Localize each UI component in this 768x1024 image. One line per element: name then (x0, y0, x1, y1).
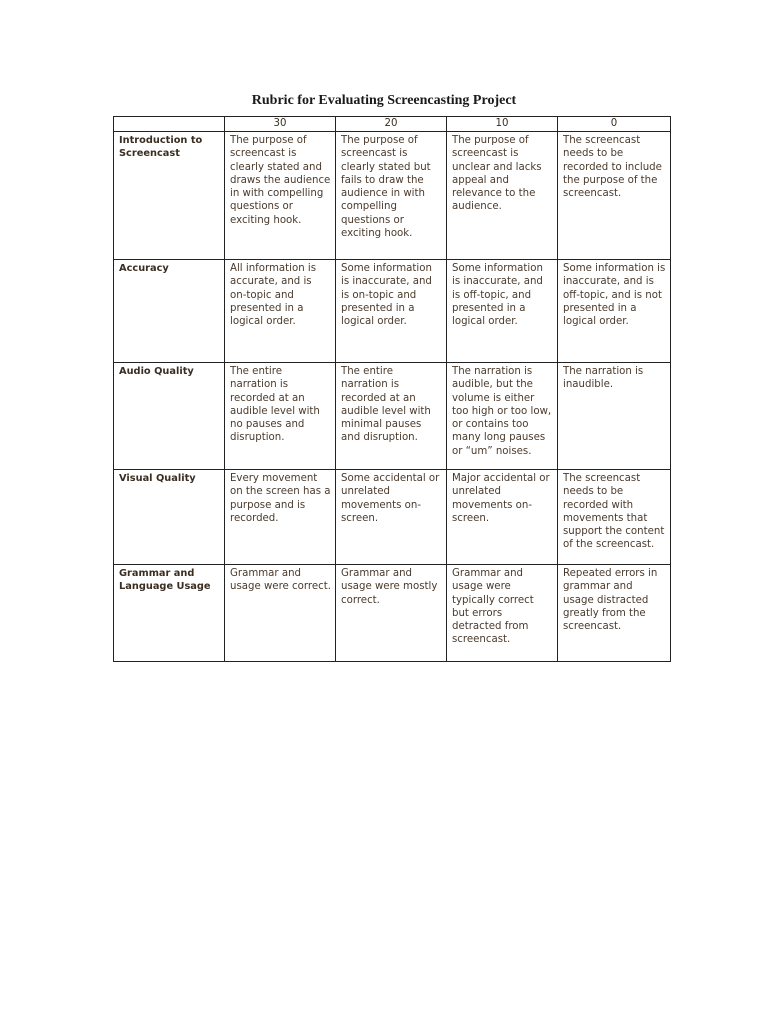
rubric-cell: Some information is inaccurate, and is off-topic, and is not presented in a logical order. (558, 260, 671, 363)
rubric-cell: Some accidental or unrelated movements on-screen. (336, 470, 447, 565)
rubric-row-audio-quality (114, 363, 671, 470)
rubric-cell: Grammar and usage were typically correct but errors detracted from screencast. (447, 565, 558, 662)
rubric-cell: The purpose of screencast is unclear and lacks appeal and relevance to the audience. (447, 132, 558, 260)
rubric-cell: The purpose of screencast is clearly stated and draws the audience in with compelling questions or exciting hook. (225, 132, 336, 260)
rubric-cell: The screencast needs to be recorded to include the purpose of the screencast. (558, 132, 671, 260)
rubric-table (113, 116, 671, 662)
rubric-cell: The narration is audible, but the volume is either too high or too low, or contains too many long pauses or “um” noises. (447, 363, 558, 470)
rubric-row-visual-quality (114, 470, 671, 565)
criterion-label: Introduction to Screencast (114, 132, 225, 260)
rubric-cell: Grammar and usage were mostly correct. (336, 565, 447, 662)
score-header-row (114, 117, 671, 132)
rubric-cell: Some information is inaccurate, and is off-topic, and presented in a logical order. (447, 260, 558, 363)
document-title: Rubric for Evaluating Screencasting Project (251, 93, 517, 108)
header-corner-cell (114, 117, 225, 132)
rubric-row-introduction (114, 132, 671, 260)
rubric-cell: The entire narration is recorded at an audible level with no pauses and disruption. (225, 363, 336, 470)
criterion-label: Visual Quality (114, 470, 225, 565)
rubric-cell: Grammar and usage were correct. (225, 565, 336, 662)
criterion-label: Grammar and Language Usage (114, 565, 225, 662)
rubric-row-grammar (114, 565, 671, 662)
score-header-0: 0 (558, 117, 671, 132)
score-header-30: 30 (225, 117, 336, 132)
rubric-cell: The purpose of screencast is clearly stated but fails to draw the audience in with compelling questions or exciting hook. (336, 132, 447, 260)
score-header-20: 20 (336, 117, 447, 132)
rubric-cell: Repeated errors in grammar and usage distracted greatly from the screencast. (558, 565, 671, 662)
rubric-row-accuracy (114, 260, 671, 363)
rubric-cell: The entire narration is recorded at an audible level with minimal pauses and disruption. (336, 363, 447, 470)
criterion-label: Accuracy (114, 260, 225, 363)
rubric-cell: Some information is inaccurate, and is on-topic and presented in a logical order. (336, 260, 447, 363)
rubric-cell: All information is accurate, and is on-topic and presented in a logical order. (225, 260, 336, 363)
score-header-10: 10 (447, 117, 558, 132)
rubric-cell: The screencast needs to be recorded with movements that support the content of the screencast. (558, 470, 671, 565)
rubric-cell: Every movement on the screen has a purpose and is recorded. (225, 470, 336, 565)
criterion-label: Audio Quality (114, 363, 225, 470)
rubric-cell: Major accidental or unrelated movements on-screen. (447, 470, 558, 565)
rubric-cell: The narration is inaudible. (558, 363, 671, 470)
